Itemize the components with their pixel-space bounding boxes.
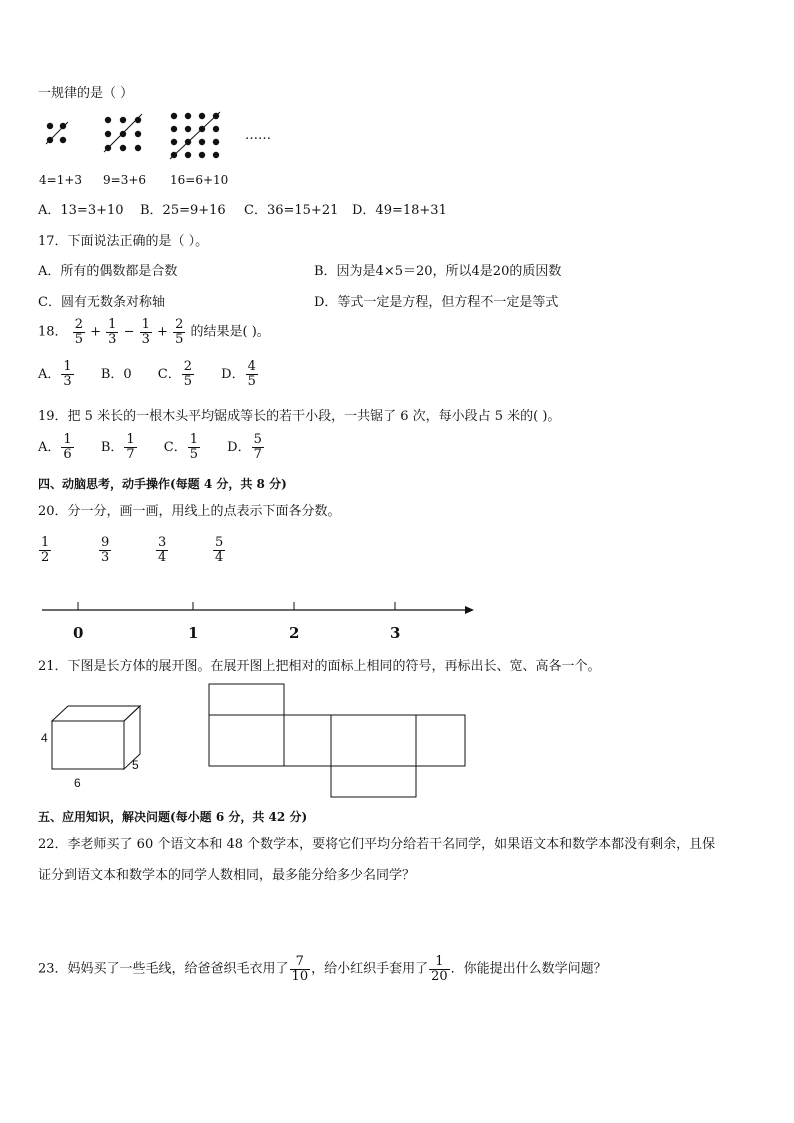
q18-options	[38, 360, 281, 388]
q19-option-c[interactable]: C． $\frac{1}{5}$	[163, 432, 199, 462]
q23-frac-2: $\frac{1}{20}$	[431, 954, 448, 984]
q18-option-a[interactable]: A． $\frac{1}{3}$	[38, 359, 72, 389]
q16-example-2: 9=3+6	[103, 173, 147, 187]
dot-pattern-4	[46, 122, 68, 144]
q18-option-b[interactable]: B．0	[100, 366, 132, 382]
q19-stem: 19．把 5 米长的一根木头平均锯成等长的若干小段，一共锯了 6 次，每小段占 5 米的( )。	[38, 409, 561, 424]
section-4-heading: 四、动脑思考，动手操作(每题 4 分，共 8 分)	[38, 477, 287, 491]
net-face-1[interactable]	[209, 715, 284, 766]
cuboid-front-face	[52, 721, 124, 769]
q17-stem: 17．下面说法正确的是（ ）。	[38, 234, 209, 249]
q23-part-2: ，给小红织手套用了	[311, 961, 429, 977]
q16-dot-patterns	[38, 108, 238, 166]
net-face-2[interactable]	[284, 715, 331, 766]
dot-pattern-9	[104, 114, 142, 152]
section-5-heading: 五、应用知识，解决问题(每小题 6 分，共 42 分)	[38, 810, 308, 824]
cuboid-width-label: 5	[132, 758, 139, 772]
cuboid-net[interactable]	[205, 680, 470, 802]
q20-frac-2: $\frac{9}{3}$	[101, 535, 110, 565]
q23-frac-1: $\frac{7}{10}$	[291, 954, 309, 984]
q22-line-2: 证分到语文本和数学本的同学人数相同，最多能分给多少名同学？	[38, 868, 416, 883]
q18-frac-4: $\frac{2}{5}$	[175, 317, 184, 347]
q18-tail: 的结果是( )。	[190, 324, 270, 340]
axis-label-1: 1	[188, 624, 199, 642]
q16-option-b[interactable]: B．25=9+16	[140, 203, 226, 218]
q18-expression	[38, 318, 270, 346]
q19-option-b[interactable]: B． $\frac{1}{7}$	[100, 432, 135, 462]
q20-number-line[interactable]	[38, 596, 483, 646]
q16-stem: 一规律的是（ ）	[38, 86, 134, 101]
axis-label-2: 2	[289, 624, 300, 642]
q23-part-1: 23．妈妈买了一些毛线，给爸爸织毛衣用了	[38, 961, 289, 977]
q23-stem	[38, 955, 607, 983]
q20-frac-1: $\frac{1}{2}$	[41, 535, 50, 565]
axis-label-3: 3	[390, 624, 401, 642]
q21-stem: 21．下图是长方体的展开图。在展开图上把相对的面标上相同的符号，再标出长、宽、高各一个。	[38, 659, 601, 674]
q19-options	[38, 433, 287, 461]
q20-frac-3: $\frac{3}{4}$	[158, 535, 167, 565]
q17-option-a[interactable]: A．所有的偶数都是合数	[38, 264, 178, 279]
q16-option-c[interactable]: C．36=15+21	[244, 203, 339, 218]
q22-line-1: 22．李老师买了 60 个语文本和 48 个数学本，要将它们平均分给若干名同学，如果语文本和数学本都没有剩余，且保	[38, 837, 716, 852]
net-face-4[interactable]	[416, 715, 465, 766]
net-face-bottom[interactable]	[331, 766, 416, 797]
q19-option-d[interactable]: D． $\frac{5}{7}$	[227, 432, 262, 462]
q23-part-3: ．你能提出什么数学问题？	[450, 961, 607, 977]
number-line-arrow	[465, 606, 474, 614]
q16-example-3: 16=6+10	[170, 173, 229, 187]
axis-label-0: 0	[73, 624, 84, 642]
q16-ellipsis: ……	[245, 128, 271, 143]
net-face-3[interactable]	[331, 715, 416, 766]
cuboid-length-label: 6	[74, 776, 81, 790]
q17-option-d[interactable]: D．等式一定是方程，但方程不一定是等式	[314, 295, 559, 310]
q19-option-a[interactable]: A． $\frac{1}{6}$	[38, 432, 72, 462]
q18-frac-2: $\frac{1}{3}$	[108, 317, 117, 347]
q16-option-a[interactable]: A．13=3+10	[38, 203, 124, 218]
q16-option-d[interactable]: D．49=18+31	[352, 203, 447, 218]
q18-option-c[interactable]: C． $\frac{2}{5}$	[157, 359, 193, 389]
q18-op-2: −	[123, 324, 135, 340]
q18-option-d[interactable]: D． $\frac{4}{5}$	[221, 359, 256, 389]
q16-example-1: 4=1+3	[39, 173, 83, 187]
q18-frac-3: $\frac{1}{3}$	[141, 317, 150, 347]
q20-frac-4: $\frac{5}{4}$	[215, 535, 224, 565]
q18-op-3: +	[157, 324, 168, 340]
q18-frac-1: $\frac{2}{5}$	[74, 317, 83, 347]
net-face-top[interactable]	[209, 684, 284, 715]
q18-op-1: +	[90, 324, 102, 340]
cuboid-height-label: 4	[41, 731, 48, 745]
q20-stem: 20．分一分，画一画，用线上的点表示下面各分数。	[38, 504, 341, 519]
q18-label: 18．	[38, 324, 68, 340]
q17-option-c[interactable]: C．圆有无数条对称轴	[38, 295, 165, 310]
q17-option-b[interactable]: B．因为是4×5＝20，所以4是20的质因数	[314, 264, 562, 279]
dot-pattern-16	[170, 112, 220, 159]
